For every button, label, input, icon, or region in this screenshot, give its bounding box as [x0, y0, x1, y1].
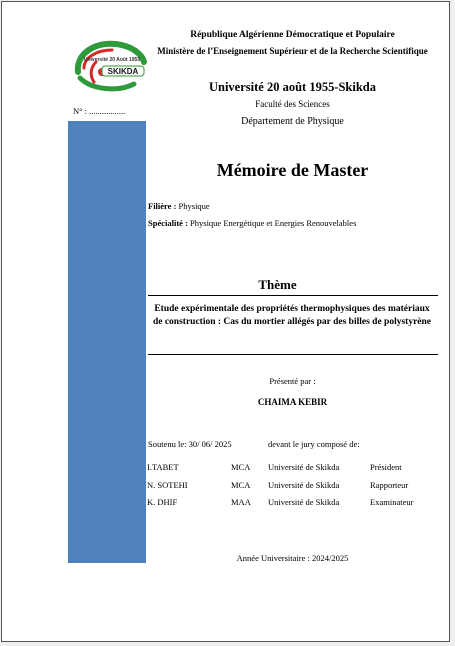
department-name: Département de Physique: [241, 116, 344, 127]
ministry-line: Ministère de l’Enseignement Supérieur et de la Recherche Scientifique: [157, 46, 428, 56]
filiere-label: Filière :: [148, 201, 177, 211]
jury-role: Rapporteur: [370, 480, 409, 490]
memoire-title: Mémoire de Master: [216, 160, 369, 180]
presente-par-label: Présenté par :: [269, 376, 316, 386]
theme-top-rule: [148, 295, 438, 296]
academic-year: Année Universitaire : 2024/2025: [236, 553, 349, 563]
jury-university: Université de Skikda: [268, 497, 340, 507]
document-number: N° : .................: [73, 106, 126, 116]
logo-arc-text: Université 20 Août 1955: [83, 57, 141, 63]
filiere-value: Physique: [178, 201, 210, 211]
jury-row: [0, 497, 455, 511]
jury-grade: MAA: [231, 497, 251, 507]
jury-row: [0, 462, 455, 476]
jury-row: [0, 480, 455, 494]
jury-role: Examinateur: [370, 497, 414, 507]
jury-university: Université de Skikda: [268, 480, 340, 490]
jury-grade: MCA: [231, 480, 251, 490]
specialite-value: Physique Energétique et Energies Renouvelables: [190, 218, 357, 228]
filiere-line: [148, 201, 210, 211]
theme-bottom-rule: [148, 354, 438, 355]
jury-name: I.TABET: [147, 462, 179, 472]
jury-intro: devant le jury composé de:: [268, 439, 360, 449]
republic-line: République Algérienne Démocratique et Populaire: [190, 30, 395, 40]
jury-name: N. SOTEHI: [147, 480, 188, 490]
theme-text: Etude expérimentale des propriétés thermophysiques des matériaux de construction : Cas du mortier allégés par des billes de polystyrène: [152, 304, 432, 327]
jury-grade: MCA: [231, 462, 251, 472]
specialite-line: [148, 218, 356, 228]
specialite-label: Spécialité :: [148, 218, 188, 228]
defense-date: Soutenu le: 30/ 06/ 2025: [148, 439, 232, 449]
jury-name: K. DHIF: [147, 497, 178, 507]
jury-university: Université de Skikda: [268, 462, 340, 472]
university-name: Université 20 août 1955-Skikda: [208, 80, 377, 94]
author-name: CHAIMA KEBIR: [257, 397, 328, 407]
jury-role: Président: [370, 462, 402, 472]
logo-name: SKIKDA: [107, 67, 139, 76]
faculty-name: Faculté des Sciences: [255, 99, 330, 109]
university-logo: [72, 38, 150, 94]
theme-heading: Thème: [258, 277, 297, 292]
